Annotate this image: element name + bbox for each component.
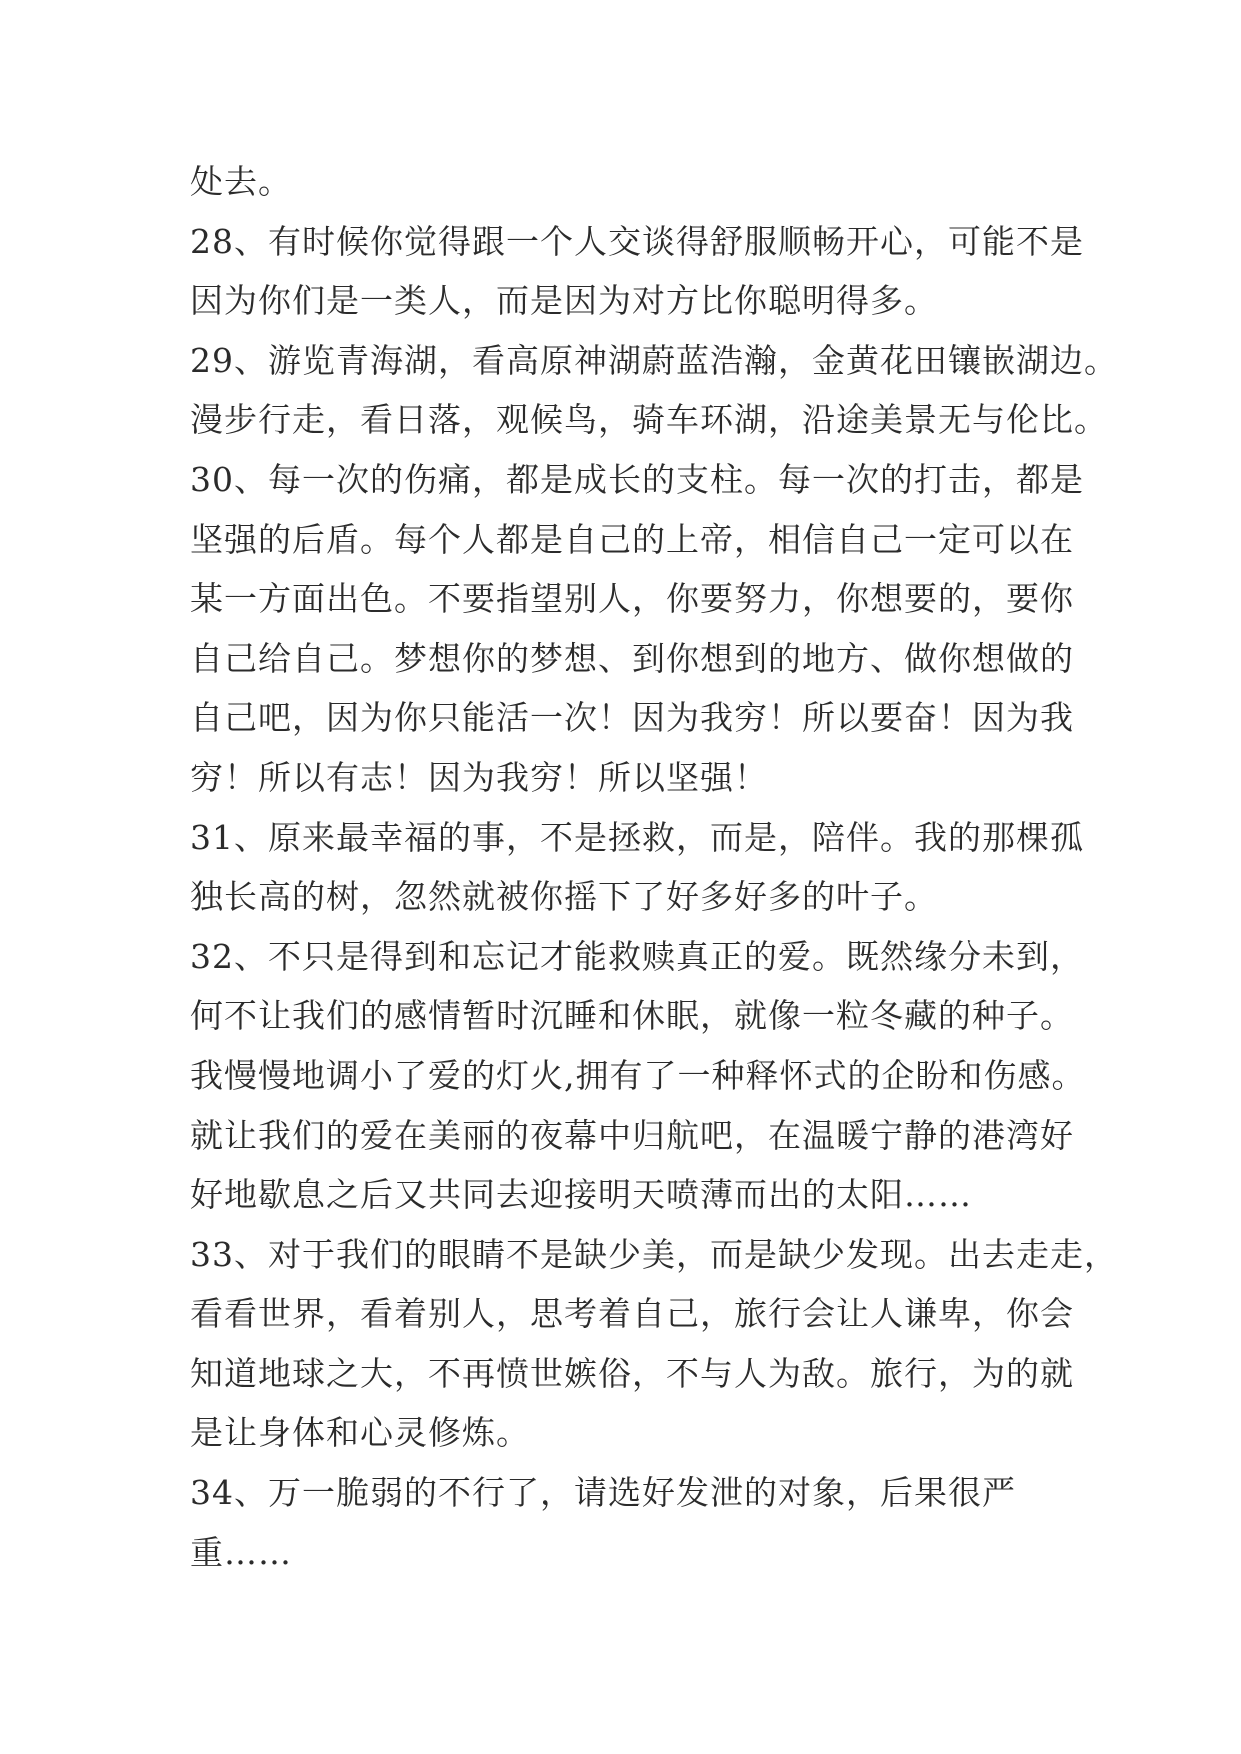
text-line: 独长高的树，忽然就被你摇下了好多好多的叶子。 xyxy=(190,877,938,917)
text-line: 好地歇息之后又共同去迎接明天喷薄而出的太阳…… xyxy=(190,1175,972,1215)
text-line: 重…… xyxy=(190,1532,292,1572)
text-line: 31、原来最幸福的事，不是拯救，而是，陪伴。我的那棵孤 xyxy=(190,817,1084,857)
text-line: 33、对于我们的眼睛不是缺少美，而是缺少发现。出去走走， xyxy=(190,1234,1118,1274)
text-line: 漫步行走，看日落，观候鸟，骑车环湖，沿途美景无与伦比。 xyxy=(190,400,1108,440)
text-line: 就让我们的爱在美丽的夜幕中归航吧，在温暖宁静的港湾好 xyxy=(190,1115,1074,1155)
text-line: 30、每一次的伤痛，都是成长的支柱。每一次的打击，都是 xyxy=(190,459,1084,499)
text-line: 是让身体和心灵修炼。 xyxy=(190,1413,530,1453)
text-line: 知道地球之大，不再愤世嫉俗，不与人为敌。旅行，为的就 xyxy=(190,1353,1074,1393)
text-line: 29、游览青海湖，看高原神湖蔚蓝浩瀚，金黄花田镶嵌湖边。 xyxy=(190,340,1118,380)
text-line: 某一方面出色。不要指望别人，你要努力，你想要的，要你 xyxy=(190,579,1074,619)
text-line: 处去。 xyxy=(190,162,292,201)
text-line: 28、有时候你觉得跟一个人交谈得舒服顺畅开心，可能不是 xyxy=(190,221,1084,261)
text-line: 因为你们是一类人，而是因为对方比你聪明得多。 xyxy=(190,281,938,321)
text-line: 自己给自己。梦想你的梦想、到你想到的地方、做你想做的 xyxy=(190,638,1074,678)
document-body xyxy=(190,152,1118,1582)
text-line: 坚强的后盾。每个人都是自己的上帝，相信自己一定可以在 xyxy=(190,519,1074,559)
text-line: 34、万一脆弱的不行了，请选好发泄的对象，后果很严 xyxy=(190,1473,1016,1513)
text-line: 穷！所以有志！因为我穷！所以坚强！ xyxy=(190,757,768,797)
text-line: 看看世界，看着别人，思考着自己，旅行会让人谦卑，你会 xyxy=(190,1294,1074,1334)
text-line: 何不让我们的感情暂时沉睡和休眠，就像一粒冬藏的种子。 xyxy=(190,996,1074,1036)
text-line: 自己吧，因为你只能活一次！因为我穷！所以要奋！因为我 xyxy=(190,698,1074,738)
text-line: 我慢慢地调小了爱的灯火,拥有了一种释怀式的企盼和伤感。 xyxy=(190,1055,1086,1095)
text-line: 32、不只是得到和忘记才能救赎真正的爱。既然缘分未到， xyxy=(190,936,1084,976)
